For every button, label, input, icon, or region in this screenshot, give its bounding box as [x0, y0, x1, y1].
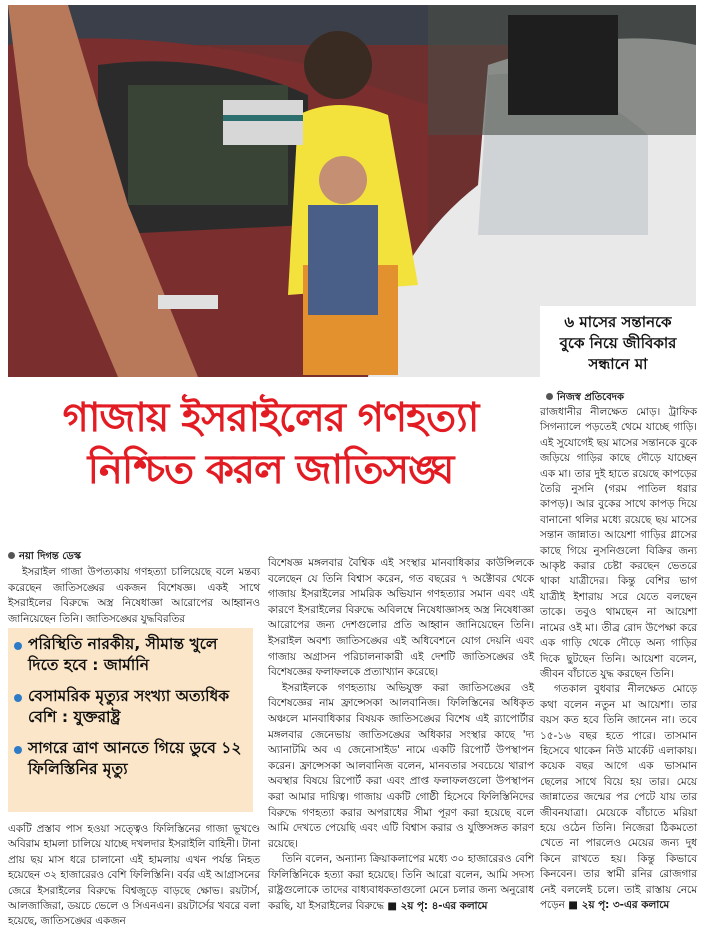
byline-text: নয়া দিগন্ত ডেস্ক [19, 551, 81, 562]
paragraph: বিশেষজ্ঞ মঙ্গলবার বৈশ্বিক এই সংস্থার মানবাধিকার কাউন্সিলকে বলেছেন যে তিনি বিশ্বাস করেন, গত বছরের ৭ অক্টোবর থেকে গাজায় ইসরাইলের সামরিক অভিযান গণহত্যার সমান এবং এই কারণে ইসরাইলের বিরুদ্ধে অবিলম্বে নিষেধাজ্ঞাসহ অস্ত্র নিষেধাজ্ঞা আরোপের জন্য দেশগুলোর প্রতি আহ্বান জানিয়েছেন তিনি। ইসরাইল অবশ্য জাতিসঙ্ঘের এই অধিবেশনে যোগ দেয়নি এবং গাজায় অগ্রাসন পরিচালনাকারী এই দেশটি জাতিসঙ্ঘের ওই বিশেষজ্ঞের ফলাফলকে প্রত্যাখ্যান করেছে। [268, 557, 534, 679]
highlight-box [8, 628, 253, 812]
paragraph: রাজধানীর নীলক্ষেত মোড়। ট্রাফিক সিগন্যালে পড়তেই থেমে যাচ্ছে গাড়ি। এই সুযোগেই ছয় মাসের সন্তানকে বুকে জড়িয়ে গাড়ির কাছে দৌড়ে যাচ্ছেন এক মা। তার দুই হাতে রয়েছে কাপড়ের তৈরি নুসনি (গরম পাতিল ধরার কাপড়)। আর বুকের সাথে কাপড় দিয়ে বানানো থলির মধ্যে রয়েছে ছয় মাসের সন্তান জান্নাত। আয়েশা গাড়ির গ্লাসের কাছে গিয়ে নুসনিগুলো বিক্রির জন্য আকৃষ্ট করার চেষ্টা করছেন ভেতরে থাকা যাত্রীদের। কিন্তু বেশির ভাগ যাত্রীই ইশারায় সরে যেতে বলছেন তাকে। তবুও থামছেন না আয়েশা নামের ওই মা। তীব্র রোদ উপেক্ষা করে এক গাড়ি থেকে দৌড়ে অন্য গাড়ির দিকে ছুটছেন তিনি। আয়েশা বলেন, জীবন বাঁচাতে যুদ্ধ করছেন তিনি। [540, 406, 697, 680]
caption-line: ৬ মাসের সন্তানকে [564, 313, 672, 331]
paragraph-text: গতকাল বুধবার নীলক্ষেত মোড়ে কথা বলেন নতুন মা আয়েশা। তার বয়স কত হবে তিনি জানেন না। তবে ১৫-১৬ বছর হতে পারে। তাসমান হিসেবে থাকেন নিউ মার্কেট এলাকায়। কয়েক বছর আগে এক ভাসমান ছেলের সাথে বিয়ে হয় তার। মেয়ে জান্নাতের জন্মের পর পেটে যায় তার জীবনযাত্রা। মেয়েকে বাঁচাতে মরিয়া হয়ে ওঠেন তিনি। নিজেরা ঠিকমতো খেতে না পারলেও মেয়ের জন্য দুধ কিনে রাখতে হয়। কিন্তু কিভাবে কিনবেন। তার স্বামী রনির রোজগার নেই বললেই চলে। তাই রাস্তায় নেমে পড়েন [540, 683, 697, 911]
continued-link[interactable]: ■ ২য় পৃ: ৪-এর কলামে [387, 900, 488, 913]
bullet-icon [14, 642, 22, 650]
headline-line-2: নিশ্চিত করল জাতিসঙ্ঘ [87, 447, 454, 493]
bullet-icon [546, 393, 553, 400]
quote-text: পরিস্থিতি নারকীয়, সীমান্ত খুলে দিতে হবে : জার্মানি [28, 635, 218, 674]
paragraph: ইসরাইল গাজা উপত্যকায় গণহত্যা চালিয়েছে বলে মন্তব্য করেছেন জাতিসঙ্ঘের একজন বিশেষজ্ঞ। একই সাথে ইসরাইলের বিরুদ্ধে অস্ত্র নিষেধাজ্ঞা আরোপের আহ্বানও জানিয়েছেন তিনি। জাতিসঙ্ঘের যুদ্ধবিরতির [8, 566, 260, 625]
byline-left [8, 549, 81, 566]
main-headline [8, 392, 533, 496]
paragraph: একটি প্রস্তাব পাস হওয়া সত্ত্বেও ফিলিস্তিনের গাজা ভূখণ্ডে অবিরাম হামলা চালিয়ে যাচ্ছে দখলদার ইসরাইলি বাহিনী। টানা প্রায় ছয় মাস ধরে চালানো এই হামলায় এখন পর্যন্ত নিহত হয়েছেন ৩২ হাজারেরও বেশি ফিলিস্তিনি। বর্বর এই আগ্রাসনের জেরে ইসরাইলের বিরুদ্ধে বিশ্বজুড়ে বাড়ছে ক্ষোভ। রয়টার্স, আলজাজিরা, ডয়চে ভেলে ও সিএনএন। রয়টার্সের খবরে বলা হয়েছে, জাতিসঙ্ঘের একজন [8, 823, 260, 928]
continued-label: ২য় পৃ: ৩-এর কলামে [581, 899, 670, 911]
caption-line: সন্ধানে মা [588, 355, 648, 373]
article-column-left-top [8, 565, 260, 627]
paragraph-text: তিনি বলেন, অন্যান্য ক্রিয়াকলাপের মধ্যে ৩০ হাজারেরও বেশি ফিলিস্তিনিকে হত্যা করা হয়েছে। তিনি আরো বলেন, আমি সদস্য রাষ্ট্রগুলোকে তাদের বাধ্যবাধকতাগুলো মেনে চলার জন্য অনুরোধ করছি, যা ইসরাইলের বিরুদ্ধে [268, 853, 534, 913]
bullet-icon [14, 694, 22, 702]
highlight-quote [8, 628, 253, 680]
article-column-middle [268, 556, 534, 915]
quote-text: বেসামরিক মৃত্যুর সংখ্যা অত্যধিক বেশি : যুক্তরাষ্ট্র [28, 687, 230, 726]
bullet-icon [14, 746, 22, 754]
photo-caption [540, 306, 696, 386]
article-column-right [540, 405, 697, 913]
continued-label: ২য় পৃ: ৪-এর কলামে [400, 900, 488, 913]
highlight-quote [8, 732, 253, 784]
quote-text: সাগরে ত্রাণ আনতে গিয়ে ডুবে ১২ ফিলিস্তিনির মৃত্যু [28, 739, 242, 778]
paragraph [268, 852, 534, 914]
article-column-left-bottom [8, 822, 260, 930]
paragraph: ইসরাইলকে গণহত্যায় অভিযুক্ত করা জাতিসঙ্ঘের ওই বিশেষজ্ঞের নাম ফ্রান্সেসকা আলবানিজ। ফিলিস্তিনের অধিকৃত অঞ্চলে মানবাধিকার বিষয়ক জাতিসঙ্ঘের বিশেষ এই র‍্যাপোর্টার মঙ্গলবার জেনেভায় জাতিসঙ্ঘের অধিকার সংস্থার কাছে 'দ্য অ্যানাটমি অব এ জেনোসাইড' নামে একটি রিপোর্ট উপস্থাপন করেন। ফ্রান্সেসকা আলবানিজ বলেন, মানবতার সবচেয়ে খারাপ অবস্থার বিষয়ে রিপোর্ট করা এবং প্রাপ্ত ফলাফলগুলো উপস্থাপন করা আমার দায়িত্ব। গাজায় একটি গোষ্ঠী হিসেবে ফিলিস্তিনিদের বিরুদ্ধে গণহত্যা করার অপরাধের সীমা পূরণ করা হয়েছে বলে আমি দেখতে পেয়েছি এবং এটি বিশ্বাস করার ও যুক্তিসঙ্গত কারণ রয়েছে। [268, 681, 534, 850]
bullet-icon [8, 552, 15, 559]
caption-line: বুকে নিয়ে জীবিকার [559, 334, 677, 352]
continued-link[interactable]: ■ ২য় পৃ: ৩-এর কলামে [568, 899, 670, 911]
highlight-quote [8, 680, 253, 732]
headline-line-1: গাজায় ইসরাইলের গণহত্যা [62, 395, 479, 441]
byline-text: নিজস্ব প্রতিবেদক [557, 392, 625, 403]
paragraph [540, 682, 697, 913]
